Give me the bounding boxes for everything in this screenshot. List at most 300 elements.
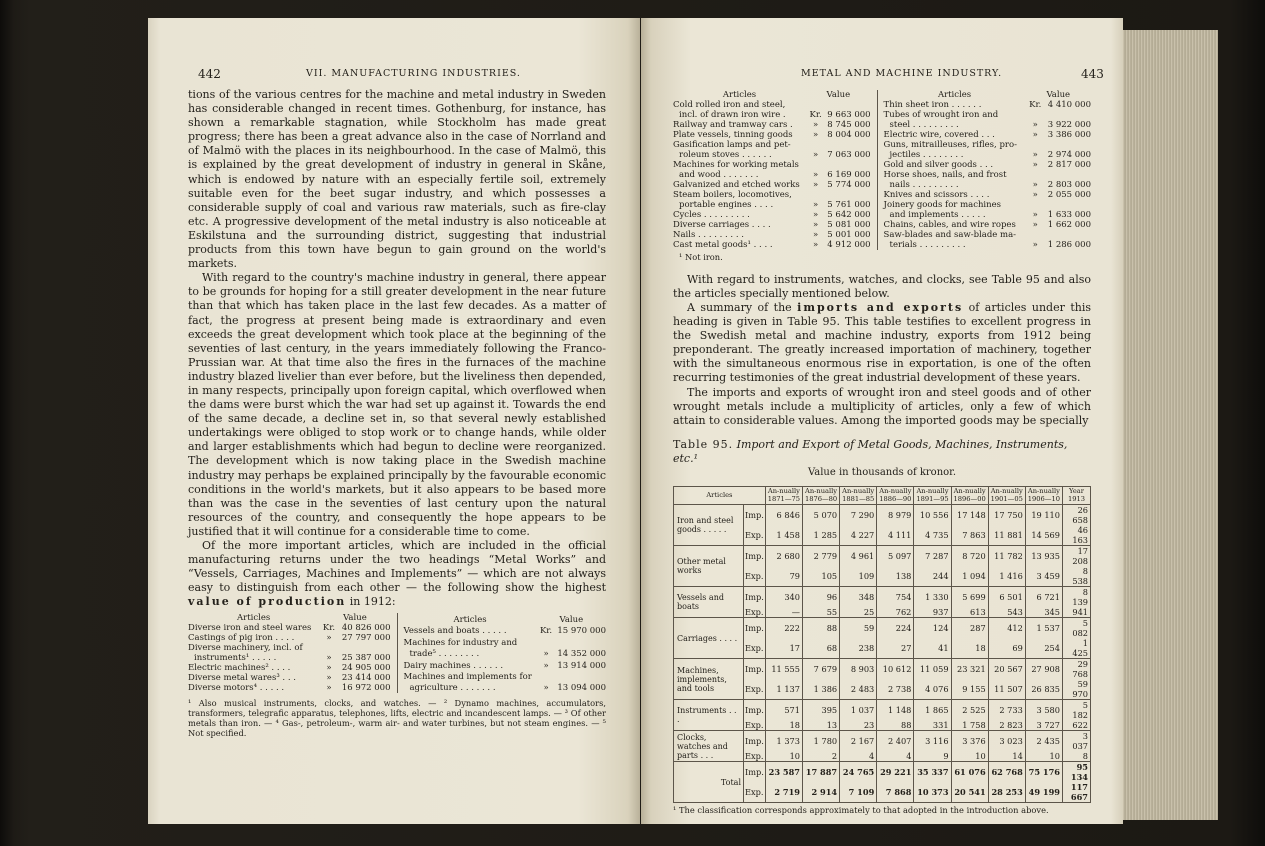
- article-value: 5 081 000: [827, 220, 871, 230]
- export-value: 2: [802, 751, 839, 762]
- unit-mark: »: [1032, 130, 1038, 140]
- unit-mark: [806, 100, 825, 110]
- table-row: [674, 546, 1091, 567]
- article-value: [1045, 140, 1091, 150]
- unit-mark: »: [813, 200, 819, 210]
- table-row: [674, 618, 1091, 639]
- article-value: [1045, 230, 1091, 240]
- export-value: 18: [951, 638, 988, 659]
- export-label: Exp.: [745, 720, 764, 731]
- article-name: Saw-blades and saw-blade ma-: [883, 230, 1017, 240]
- export-value: 762: [877, 607, 914, 618]
- export-value: 4 227: [840, 525, 877, 546]
- export-value: 4: [840, 751, 877, 762]
- export-value: 3 459: [1025, 566, 1062, 587]
- export-value: 59 970: [1062, 679, 1090, 700]
- article-value: [825, 190, 870, 200]
- import-value: 13 935: [1025, 546, 1062, 567]
- article-row: [403, 648, 606, 659]
- export-value: 1 137: [765, 679, 802, 700]
- export-value: 4 735: [914, 525, 951, 546]
- unit-mark: [1026, 140, 1045, 150]
- unit-mark: »: [813, 180, 819, 190]
- row-label: Iron and steel goods . . . . .: [674, 505, 744, 546]
- export-value: 254: [1025, 638, 1062, 659]
- col-header-value: Value: [559, 614, 584, 625]
- col-header-period: An-nually 1896—00: [951, 487, 988, 505]
- page-number: 442: [198, 67, 221, 81]
- import-label: Imp.: [744, 505, 766, 526]
- article-value: 15 970 000: [557, 626, 606, 637]
- page-edges: [1123, 30, 1218, 820]
- article-name: Diverse iron and steel wares: [188, 623, 312, 634]
- import-value: 5 182: [1062, 700, 1090, 721]
- article-value: 5 001 000: [827, 230, 871, 240]
- footnote: ¹ The classification corresponds approximately to that adopted in the introduction above.: [673, 805, 1049, 816]
- article-row: [884, 230, 1091, 240]
- import-value: 96: [802, 587, 839, 608]
- col-header-articles: Articles: [453, 614, 487, 625]
- export-value: 41: [914, 638, 951, 659]
- export-value: 2 719: [765, 782, 802, 803]
- running-head: METAL AND MACHINE INDUSTRY.: [801, 68, 1003, 79]
- article-name: Electric machines² . . . .: [188, 663, 291, 674]
- table-subtitle: Value in thousands of kronor.: [807, 467, 957, 479]
- import-value: 7 287: [914, 546, 951, 567]
- import-value: 2 525: [951, 700, 988, 721]
- article-name: Electric wire, covered . . .: [883, 130, 995, 140]
- export-value: 331: [914, 720, 951, 731]
- article-name: Diverse machinery, incl. of: [188, 643, 303, 654]
- article-name: Guns, mitrailleuses, rifles, pro-: [883, 140, 1017, 150]
- article-name: Diverse motors⁴ . . . . .: [188, 683, 285, 694]
- import-value: 2 680: [765, 546, 802, 567]
- export-value: 244: [914, 566, 951, 587]
- article-row: [673, 240, 871, 250]
- export-label: Exp.: [744, 782, 766, 803]
- import-value: 6 721: [1025, 587, 1062, 608]
- article-value: [1045, 110, 1091, 120]
- unit-mark: Kr.: [322, 623, 336, 634]
- column-divider: [877, 90, 878, 250]
- export-value: 2 914: [802, 782, 839, 803]
- article-name: Plate vessels, tinning goods: [673, 130, 793, 140]
- article-name: Machines and implements for: [403, 672, 532, 682]
- table-row: [674, 659, 1091, 680]
- import-value: 10 612: [877, 659, 914, 680]
- article-value: 24 905 000: [341, 663, 391, 674]
- article-row: [884, 130, 1091, 140]
- article-row: [884, 210, 1091, 220]
- import-value: 20 567: [988, 659, 1025, 680]
- article-row: [884, 180, 1091, 190]
- running-head: VII. MANUFACTURING INDUSTRIES.: [306, 68, 521, 79]
- export-value: 9: [914, 751, 951, 762]
- article-name: Chains, cables, and wire ropes: [883, 220, 1016, 230]
- article-row: [673, 130, 871, 140]
- unit-mark: »: [1032, 150, 1038, 160]
- article-row: [673, 180, 871, 190]
- article-value: 27 797 000: [341, 633, 391, 644]
- article-value: 3 922 000: [1047, 120, 1091, 130]
- article-row: [884, 170, 1091, 180]
- article-name: Diverse carriages . . . .: [673, 220, 771, 230]
- article-name: Cycles . . . . . . . . .: [673, 210, 750, 220]
- emphasis: imports and exports: [797, 300, 964, 314]
- import-label: Imp.: [744, 618, 766, 639]
- export-value: 345: [1025, 607, 1062, 618]
- import-label: Imp.: [744, 731, 766, 752]
- import-value: 95 134: [1062, 762, 1090, 783]
- row-label: Clocks, watches and parts . . .: [674, 731, 744, 762]
- import-value: 17 887: [802, 762, 839, 783]
- export-value: 11 507: [988, 679, 1025, 700]
- article-name: Machines for industry and: [403, 637, 518, 648]
- article-row: [673, 100, 871, 110]
- import-value: 8 979: [877, 505, 914, 526]
- export-value: 238: [840, 638, 877, 659]
- import-value: 1 373: [765, 731, 802, 752]
- export-label: Exp.: [744, 566, 766, 587]
- row-label: Other metal works: [674, 546, 744, 587]
- article-name: Galvanized and etched works: [673, 180, 800, 190]
- article-name: Steam boilers, locomotives,: [673, 190, 792, 200]
- col-header-period: An-nually 1886—90: [877, 487, 914, 505]
- col-header-articles: Articles: [722, 90, 757, 100]
- import-value: 222: [765, 618, 802, 639]
- left-page: [148, 18, 640, 824]
- unit-mark: [537, 636, 556, 647]
- article-name: Thin sheet iron . . . . . .: [883, 100, 982, 110]
- unit-mark: »: [813, 130, 819, 140]
- export-value: 2 738: [877, 679, 914, 700]
- import-value: 340: [765, 587, 802, 608]
- article-row: [403, 682, 606, 693]
- table-label: Table 95.: [673, 437, 734, 451]
- import-value: 5 699: [951, 587, 988, 608]
- export-value: 10: [951, 751, 988, 762]
- export-value: 543: [988, 607, 1025, 618]
- export-value: 26 835: [1025, 679, 1062, 700]
- article-value: 9 663 000: [827, 110, 871, 120]
- import-value: 29 221: [877, 762, 914, 783]
- article-name: Nails . . . . . . . . .: [673, 230, 744, 240]
- col-header-value: Value: [343, 613, 367, 624]
- article-value: 5 761 000: [827, 200, 871, 210]
- production-value-list-cont: [673, 90, 1091, 250]
- export-label: Exp.: [745, 751, 764, 762]
- export-value: 613: [951, 607, 988, 618]
- article-value: 13 094 000: [557, 683, 606, 694]
- article-row: [884, 240, 1091, 250]
- article-name: and wood . . . . . . .: [679, 170, 759, 180]
- unit-mark: »: [1032, 190, 1038, 200]
- import-value: 2 435: [1025, 731, 1062, 752]
- export-value: 8: [1062, 751, 1090, 762]
- article-row: [884, 190, 1091, 200]
- paragraph: A summary of the imports and exports of articles under this heading is given in Table 95. This table testifies to excellent progress in the Swedish metal and machine industry, exports from 1912 being preponderant. The greatly increased importation of machinery, together with the simultaneous enormous rise in exportation, is one of the often recurring testimonies of the great industrial development of these years.: [673, 300, 1091, 385]
- article-value: 25 387 000: [341, 653, 391, 664]
- import-label: Imp.: [744, 700, 766, 721]
- article-value: [339, 643, 391, 653]
- article-row: [673, 170, 871, 180]
- column-divider: [397, 613, 398, 693]
- import-value: 5 097: [877, 546, 914, 567]
- table-caption: [673, 438, 1091, 466]
- unit-mark: »: [813, 120, 819, 130]
- import-label: Imp.: [744, 587, 766, 608]
- article-name: Cold rolled iron and steel,: [673, 100, 786, 110]
- export-value: 18: [765, 720, 802, 731]
- import-value: 1 780: [802, 731, 839, 752]
- unit-mark: [1026, 230, 1045, 240]
- unit-mark: [537, 671, 556, 682]
- article-row: [403, 671, 606, 682]
- article-row: [884, 120, 1091, 130]
- row-label: Carriages . . . .: [674, 618, 744, 659]
- article-row: [188, 643, 391, 653]
- article-row: [403, 636, 606, 647]
- import-value: 11 059: [914, 659, 951, 680]
- row-label: Instruments . . .: [674, 700, 744, 731]
- export-value: 27: [877, 638, 914, 659]
- article-row: [673, 150, 871, 160]
- page-number: 443: [1081, 67, 1104, 81]
- table-row: [674, 700, 1091, 721]
- article-value-table: [884, 90, 1091, 250]
- import-value: 11 782: [988, 546, 1025, 567]
- import-value: 754: [877, 587, 914, 608]
- import-value: 75 176: [1025, 762, 1062, 783]
- export-value: 69: [988, 638, 1025, 659]
- table-row: [674, 587, 1091, 608]
- article-row: [884, 140, 1091, 150]
- unit-mark: [806, 190, 825, 200]
- article-value: [825, 100, 870, 110]
- export-value: 3 727: [1025, 720, 1062, 731]
- export-label: Exp.: [745, 607, 764, 618]
- article-row: [884, 220, 1091, 230]
- unit-mark: »: [326, 633, 332, 644]
- col-header-period: An-nually 1906—10: [1025, 487, 1062, 505]
- import-value: 6 846: [765, 505, 802, 526]
- unit-mark: [806, 160, 825, 170]
- article-value: 7 063 000: [827, 150, 871, 160]
- export-value: 4: [877, 751, 914, 762]
- article-value: 14 352 000: [557, 649, 606, 660]
- article-name: Vessels and boats . . . . .: [403, 626, 507, 637]
- paragraph: Of the more important articles, which are included in the official manufacturing returns under the two headings “Metal Works” and “Vessels, Carriages, Machines and Implements” — which are not always easy to distinguish from each other — the following show the highest value of production in 1912:: [188, 539, 606, 609]
- import-label: Imp.: [744, 659, 766, 680]
- unit-mark: [319, 643, 338, 653]
- unit-mark: »: [813, 170, 819, 180]
- unit-mark: »: [326, 683, 332, 694]
- article-row: [673, 220, 871, 230]
- import-value: 7 679: [802, 659, 839, 680]
- article-row: [673, 190, 871, 200]
- article-name: Tubes of wrought iron and: [883, 110, 999, 120]
- export-value: 109: [840, 566, 877, 587]
- col-header-period: An-nually 1891—95: [914, 487, 951, 505]
- import-value: 3 116: [914, 731, 951, 752]
- footnote: ¹ Not iron.: [679, 252, 723, 262]
- import-value: 5 070: [802, 505, 839, 526]
- export-value: 11 881: [988, 525, 1025, 546]
- import-value: 224: [877, 618, 914, 639]
- export-value: 23: [840, 720, 877, 731]
- article-name: roleum stoves . . . . . .: [679, 150, 772, 160]
- article-row: [403, 625, 606, 636]
- unit-mark: »: [813, 150, 819, 160]
- unit-mark: »: [1032, 120, 1038, 130]
- article-value-table: [188, 613, 391, 693]
- article-row: [884, 100, 1091, 110]
- row-label: Machines, implements, and tools: [674, 659, 744, 700]
- article-value: 8 745 000: [827, 120, 871, 130]
- article-row: [188, 673, 391, 683]
- unit-mark: Kr.: [1029, 100, 1042, 110]
- article-name: Dairy machines . . . . . .: [403, 660, 504, 671]
- unit-mark: »: [813, 230, 819, 240]
- article-name: Gasification lamps and pet-: [673, 140, 791, 150]
- unit-mark: »: [813, 240, 819, 250]
- article-value: 13 914 000: [557, 660, 606, 671]
- article-name: jectiles . . . . . . . .: [889, 150, 964, 160]
- export-value: 937: [914, 607, 951, 618]
- export-label: Exp.: [744, 638, 766, 659]
- import-value: 5 082: [1062, 618, 1090, 639]
- import-value: 88: [802, 618, 839, 639]
- export-value: 7 863: [951, 525, 988, 546]
- article-value: 4 410 000: [1047, 100, 1091, 110]
- article-value: 2 817 000: [1047, 160, 1091, 170]
- import-value: 19 110: [1025, 505, 1062, 526]
- import-value: 1 037: [840, 700, 877, 721]
- table-row: [674, 731, 1091, 752]
- import-value: 4 961: [840, 546, 877, 567]
- export-value: 1 758: [951, 720, 988, 731]
- import-value: 1 865: [914, 700, 951, 721]
- import-value: 395: [802, 700, 839, 721]
- export-value: 1 416: [988, 566, 1025, 587]
- export-value: —: [765, 607, 802, 618]
- import-value: 17 750: [988, 505, 1025, 526]
- article-row: [884, 200, 1091, 210]
- article-value: 2 803 000: [1047, 180, 1091, 190]
- article-name: incl. of drawn iron wire .: [679, 110, 786, 120]
- import-value: 2 733: [988, 700, 1025, 721]
- import-value: 3 023: [988, 731, 1025, 752]
- article-row: [884, 160, 1091, 170]
- col-header-value: Value: [1046, 90, 1071, 100]
- import-value: 17 148: [951, 505, 988, 526]
- export-value: 105: [802, 566, 839, 587]
- import-value: 62 768: [988, 762, 1025, 783]
- table-row: [674, 762, 1091, 783]
- article-name: Knives and scissors . . . .: [883, 190, 990, 200]
- col-header-period: Year 1913: [1062, 487, 1090, 505]
- import-value: 3 580: [1025, 700, 1062, 721]
- export-label: Exp.: [744, 679, 766, 700]
- article-value: 5 642 000: [827, 210, 871, 220]
- import-value: 59: [840, 618, 877, 639]
- import-value: 10 556: [914, 505, 951, 526]
- unit-mark: »: [543, 649, 549, 660]
- article-row: [884, 110, 1091, 120]
- right-page: [641, 18, 1123, 824]
- unit-mark: »: [543, 660, 549, 671]
- col-header-period: An-nually 1876—80: [802, 487, 839, 505]
- import-value: 1 537: [1025, 618, 1062, 639]
- import-label: Imp.: [744, 546, 766, 567]
- export-value: 14 569: [1025, 525, 1062, 546]
- export-value: 10: [1025, 751, 1062, 762]
- import-value: 17 208: [1062, 546, 1090, 567]
- export-value: 2 483: [840, 679, 877, 700]
- article-value: [825, 140, 870, 150]
- import-value: 348: [840, 587, 877, 608]
- import-value: 8 903: [840, 659, 877, 680]
- right-text: [673, 90, 1091, 816]
- emphasis: value of production: [188, 595, 347, 609]
- unit-mark: [806, 140, 825, 150]
- unit-mark: »: [543, 683, 549, 694]
- article-name: Horse shoes, nails, and frost: [883, 170, 1007, 180]
- unit-mark: »: [326, 663, 332, 674]
- col-header-articles: Articles: [937, 90, 972, 100]
- export-value: 79: [765, 566, 802, 587]
- export-value: 9 155: [951, 679, 988, 700]
- unit-mark: Kr.: [539, 626, 553, 637]
- article-name: Gold and silver goods . . .: [883, 160, 994, 170]
- article-row: [673, 140, 871, 150]
- article-value: 40 826 000: [341, 623, 391, 634]
- import-value: 26 658: [1062, 505, 1090, 526]
- article-row: [884, 150, 1091, 160]
- article-value: 4 912 000: [827, 240, 871, 250]
- article-value: [825, 160, 870, 170]
- unit-mark: »: [326, 653, 332, 664]
- article-value: 23 414 000: [341, 673, 391, 684]
- article-value: [1045, 200, 1091, 210]
- import-value: 8 139: [1062, 587, 1090, 608]
- paragraph: The imports and exports of wrought iron and steel goods and of other wrought metals include a multiplicity of articles, only a few of which attain to considerable values. Among the imported goods may be specially: [673, 385, 1091, 427]
- article-row: [188, 623, 391, 633]
- export-value: 1 285: [802, 525, 839, 546]
- unit-mark: »: [1032, 210, 1038, 220]
- export-value: 4 076: [914, 679, 951, 700]
- import-value: 1 148: [877, 700, 914, 721]
- export-value: 4 111: [877, 525, 914, 546]
- export-value: 941: [1062, 607, 1090, 618]
- export-value: 25: [840, 607, 877, 618]
- article-row: [188, 633, 391, 643]
- article-value: 6 169 000: [827, 170, 871, 180]
- export-value: 17: [765, 638, 802, 659]
- paragraph: tions of the various centres for the machine and metal industry in Sweden has considerable changed in recent times. Gothenburg, for instance, has shown a remarkable stagnation, while Stockholm has made great progress; there has been a great advance also in the case of Norrland and of Malmö with the places in its neighbourhood. In the case of Malmö, this is explained by the great development of industry in general in Skåne, which is endowed by nature with an especially fertile soil, extremely suitable even for the beet sugar industry, and which possesses a considerable supply of coal and various raw materials, such as fire-clay etc. A progressive development of the metal industry is also noticeable at Eskilstuna and the surrounding district, suggesting that industrial products from this town have begun to gain ground on the world's markets.: [188, 88, 606, 271]
- article-value: [555, 671, 606, 682]
- unit-mark: »: [1032, 160, 1038, 170]
- unit-mark: »: [1032, 180, 1038, 190]
- export-label: Exp.: [744, 525, 766, 546]
- import-value: 287: [951, 618, 988, 639]
- article-row: [188, 683, 391, 693]
- export-value: 7 109: [840, 782, 877, 803]
- unit-mark: »: [1032, 220, 1038, 230]
- export-value: 1 458: [765, 525, 802, 546]
- import-value: 7 290: [840, 505, 877, 526]
- article-value: 2 974 000: [1047, 150, 1091, 160]
